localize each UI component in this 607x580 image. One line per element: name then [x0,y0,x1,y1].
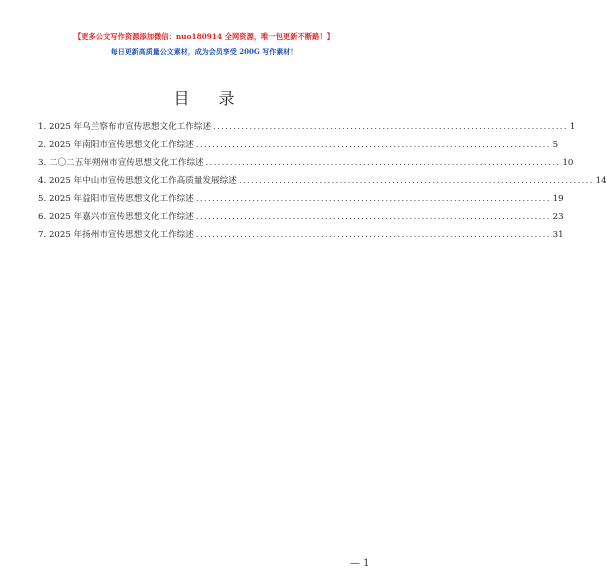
toc-entry-page: 19 [552,194,564,204]
toc-entry-title: 2025 年乌兰察布市宣传思想文化工作综述 [48,122,212,132]
toc-entry-number: 4. [38,176,47,186]
toc-entry-page: 5 [552,140,559,150]
toc-leader-dots: ........................................................................................ [213,122,568,132]
toc-entry-number: 2. [38,140,47,150]
toc-leader-dots: ........................................................................................ [195,212,551,222]
toc-leader-dots: ........................................................................................ [205,158,561,168]
toc-entry-number: 1. [38,122,47,132]
toc-leader-dots: ........................................................................................ [195,140,551,150]
toc-leader-dots: ........................................................................................ [238,176,594,186]
toc-entry[interactable] [38,156,574,174]
toc-entry[interactable] [38,138,559,156]
toc-entry-page: 1 [569,122,576,132]
toc-entry-page: 14 [595,176,607,186]
toc-entry[interactable] [38,120,576,138]
toc-title: 目 录 [173,89,247,108]
toc-entry-title: 2025 年南阳市宣传思想文化工作综述 [48,140,194,150]
toc-entry-title: 2025 年中山市宣传思想文化工作高质量发展综述 [48,176,237,186]
toc-leader-dots: ........................................................................................ [195,194,551,204]
toc-entry-page: 10 [562,158,574,168]
toc-entry-page: 31 [552,230,564,240]
toc-entry-number: 6. [38,212,47,222]
toc-entry-title: 二〇二五年朔州市宣传思想文化工作综述 [48,158,204,168]
toc-leader-dots: ........................................................................................ [195,230,551,240]
toc-entry[interactable] [38,228,564,246]
toc-entry[interactable] [38,192,564,210]
table-of-contents [38,120,607,246]
promo-line-1: 【更多公文写作资源添加微信：nuo180914 全网资源，唯一包更新不断路！】 [73,32,335,41]
toc-entry-number: 7. [38,230,47,240]
toc-entry-number: 5. [38,194,47,204]
toc-entry-title: 2025 年益阳市宣传思想文化工作综述 [48,194,194,204]
toc-entry-number: 3. [38,158,47,168]
toc-entry[interactable] [38,174,607,192]
promo-line-2: 每日更新高质量公文素材，成为会员享受 200G 写作素材！ [110,47,298,56]
promo-banner [0,32,408,57]
toc-entry-title: 2025 年扬州市宣传思想文化工作综述 [48,230,194,240]
page-number: — 1 [350,558,370,569]
toc-entry-page: 23 [552,212,564,222]
toc-entry[interactable] [38,210,564,228]
toc-entry-title: 2025 年嘉兴市宣传思想文化工作综述 [48,212,194,222]
